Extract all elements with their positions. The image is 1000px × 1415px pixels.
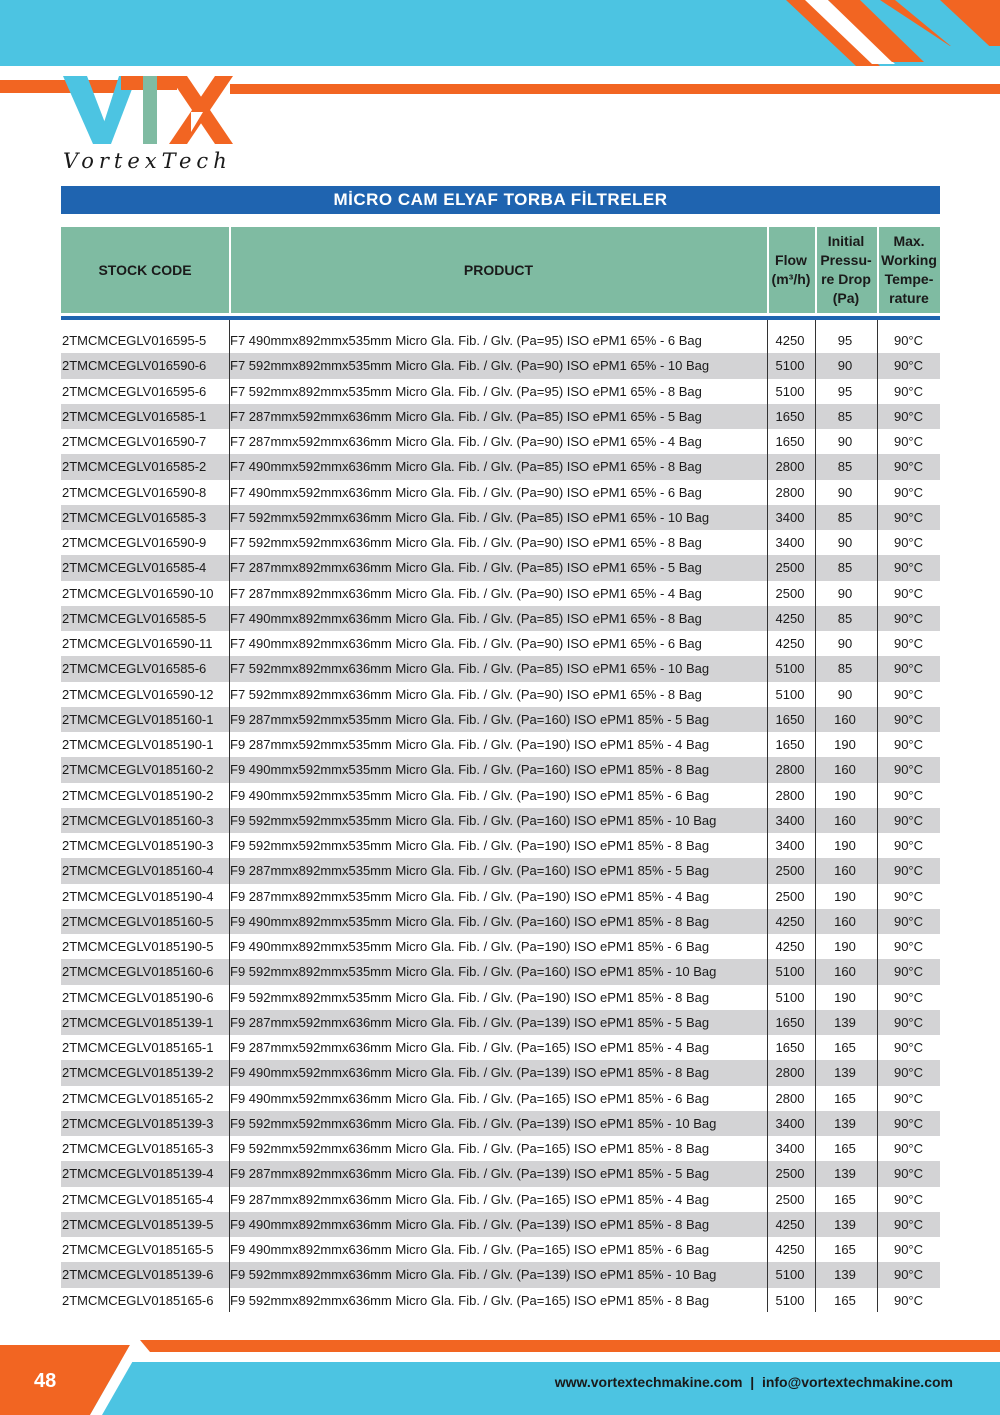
cell-stock-code: 2TMCMCEGLV0185190-2 xyxy=(62,787,214,803)
table-row xyxy=(61,328,940,353)
cell-pressure: 139 xyxy=(834,1166,856,1182)
cell-flow: 2800 xyxy=(775,1065,805,1081)
cell-pressure: 139 xyxy=(834,1115,856,1131)
table-row xyxy=(61,985,940,1010)
cell-flow: 3400 xyxy=(775,1115,805,1131)
cell-product: F9 287mmx892mmx636mm Micro Gla. Fib. / Glv. (Pa=139) ISO ePM1 85% - 5 Bag xyxy=(230,1166,710,1182)
cell-temperature: 90°C xyxy=(893,484,924,500)
table-row xyxy=(61,379,940,404)
cell-product: F7 287mmx592mmx636mm Micro Gla. Fib. / Glv. (Pa=85) ISO ePM1 65% - 5 Bag xyxy=(230,408,702,424)
cell-pressure: 160 xyxy=(834,711,856,727)
cell-product: F9 287mmx892mmx535mm Micro Gla. Fib. / Glv. (Pa=160) ISO ePM1 85% - 5 Bag xyxy=(230,863,710,879)
cell-flow: 4250 xyxy=(775,636,805,651)
cell-temperature: 90°C xyxy=(893,737,924,752)
table-row xyxy=(61,1060,940,1085)
table-row xyxy=(61,454,940,479)
cell-pressure: 190 xyxy=(834,787,856,803)
cell-flow: 2500 xyxy=(775,888,805,904)
cell-temperature: 90°C xyxy=(893,333,924,348)
cell-stock-code: 2TMCMCEGLV016585-6 xyxy=(62,661,207,677)
cell-product: F9 490mmx892mmx636mm Micro Gla. Fib. / Glv. (Pa=139) ISO ePM1 85% - 8 Bag xyxy=(230,1216,710,1232)
cell-pressure: 95 xyxy=(837,333,853,348)
cell-flow: 4250 xyxy=(775,333,805,348)
cell-stock-code: 2TMCMCEGLV0185165-1 xyxy=(62,1040,214,1055)
cell-flow: 3400 xyxy=(775,1141,805,1156)
cell-product: F7 490mmx592mmx636mm Micro Gla. Fib. / Glv. (Pa=85) ISO ePM1 65% - 8 Bag xyxy=(230,459,702,475)
table-row xyxy=(61,505,940,530)
cell-temperature: 90°C xyxy=(893,459,924,475)
cell-stock-code: 2TMCMCEGLV0185165-5 xyxy=(62,1242,214,1257)
header-underline xyxy=(61,316,940,320)
cell-temperature: 90°C xyxy=(893,1014,924,1030)
cell-product: F9 287mmx592mmx636mm Micro Gla. Fib. / Glv. (Pa=165) ISO ePM1 85% - 4 Bag xyxy=(230,1040,710,1055)
cell-pressure: 160 xyxy=(834,812,856,828)
header-flow-line: (m³/h) xyxy=(771,271,811,287)
table-row xyxy=(61,429,940,454)
cell-temperature: 90°C xyxy=(893,383,924,399)
cell-pressure: 139 xyxy=(834,1014,856,1030)
table-row xyxy=(61,1212,940,1237)
cell-product: F9 592mmx892mmx535mm Micro Gla. Fib. / Glv. (Pa=190) ISO ePM1 85% - 8 Bag xyxy=(230,989,710,1005)
cell-product: F9 490mmx592mmx535mm Micro Gla. Fib. / Glv. (Pa=160) ISO ePM1 85% - 8 Bag xyxy=(230,762,710,778)
table-header xyxy=(61,227,940,313)
cell-product: F9 490mmx592mmx636mm Micro Gla. Fib. / Glv. (Pa=139) ISO ePM1 85% - 8 Bag xyxy=(230,1065,710,1081)
vtx-logo-icon xyxy=(63,72,243,150)
table-row xyxy=(61,1010,940,1035)
cell-flow: 3400 xyxy=(775,535,805,550)
cell-stock-code: 2TMCMCEGLV016590-10 xyxy=(62,585,214,601)
cell-stock-code: 2TMCMCEGLV0185190-5 xyxy=(62,939,214,954)
cell-stock-code: 2TMCMCEGLV0185165-3 xyxy=(62,1141,214,1156)
cell-temperature: 90°C xyxy=(893,762,924,778)
cell-flow: 5100 xyxy=(775,661,805,677)
cell-flow: 2500 xyxy=(775,1191,805,1207)
cell-pressure: 85 xyxy=(837,408,853,424)
cell-flow: 1650 xyxy=(775,1040,805,1055)
cell-temperature: 90°C xyxy=(893,1267,924,1283)
cell-flow: 2800 xyxy=(775,484,805,500)
cell-product: F7 592mmx892mmx535mm Micro Gla. Fib. / Glv. (Pa=90) ISO ePM1 65% - 10 Bag xyxy=(230,358,710,374)
cell-product: F9 592mmx892mmx636mm Micro Gla. Fib. / Glv. (Pa=165) ISO ePM1 85% - 8 Bag xyxy=(230,1292,710,1308)
cell-product: F7 592mmx892mmx636mm Micro Gla. Fib. / Glv. (Pa=85) ISO ePM1 65% - 10 Bag xyxy=(230,661,710,677)
cell-pressure: 190 xyxy=(834,939,856,954)
cell-stock-code: 2TMCMCEGLV0185160-1 xyxy=(62,711,214,727)
column-divider xyxy=(229,320,230,1312)
cell-stock-code: 2TMCMCEGLV016585-1 xyxy=(62,408,207,424)
cell-pressure: 90 xyxy=(837,585,853,601)
cell-temperature: 90°C xyxy=(893,1141,924,1156)
cell-flow: 5100 xyxy=(775,989,805,1005)
cell-product: F7 287mmx892mmx636mm Micro Gla. Fib. / Glv. (Pa=90) ISO ePM1 65% - 4 Bag xyxy=(230,585,702,601)
cell-stock-code: 2TMCMCEGLV0185190-1 xyxy=(62,737,214,752)
cell-temperature: 90°C xyxy=(893,838,924,853)
cell-stock-code: 2TMCMCEGLV0185190-6 xyxy=(62,989,214,1005)
cell-temperature: 90°C xyxy=(893,509,924,525)
column-divider xyxy=(767,320,768,1312)
table-row xyxy=(61,1035,940,1060)
table-row xyxy=(61,606,940,631)
header-stock-code: STOCK CODE xyxy=(98,261,192,278)
cell-temperature: 90°C xyxy=(893,1191,924,1207)
cell-pressure: 160 xyxy=(834,762,856,778)
cell-product: F7 592mmx892mmx535mm Micro Gla. Fib. / Glv. (Pa=95) ISO ePM1 65% - 8 Bag xyxy=(230,383,702,399)
cell-temperature: 90°C xyxy=(893,1090,924,1106)
cell-pressure: 165 xyxy=(834,1242,856,1257)
cell-pressure: 165 xyxy=(834,1040,856,1055)
cell-flow: 1650 xyxy=(775,711,805,727)
cell-flow: 4250 xyxy=(775,1216,805,1232)
cell-pressure: 165 xyxy=(834,1090,856,1106)
cell-pressure: 85 xyxy=(837,661,853,677)
cell-temperature: 90°C xyxy=(893,964,924,980)
cell-product: F7 592mmx892mmx636mm Micro Gla. Fib. / Glv. (Pa=90) ISO ePM1 65% - 8 Bag xyxy=(230,686,702,702)
cell-flow: 3400 xyxy=(775,812,805,828)
header-pressure-line: Initial xyxy=(827,233,865,249)
cell-pressure: 190 xyxy=(834,888,856,904)
cell-product: F9 490mmx592mmx636mm Micro Gla. Fib. / Glv. (Pa=165) ISO ePM1 85% - 6 Bag xyxy=(230,1090,710,1106)
table-row xyxy=(61,909,940,934)
cell-stock-code: 2TMCMCEGLV016590-12 xyxy=(62,686,214,702)
table-row xyxy=(61,631,940,656)
cell-product: F9 592mmx592mmx636mm Micro Gla. Fib. / Glv. (Pa=139) ISO ePM1 85% - 10 Bag xyxy=(230,1115,717,1131)
header-temp-line: Max. xyxy=(893,233,925,249)
cell-temperature: 90°C xyxy=(893,989,924,1005)
cell-product: F7 592mmx592mmx636mm Micro Gla. Fib. / Glv. (Pa=90) ISO ePM1 65% - 8 Bag xyxy=(230,535,702,550)
header-pressure-line: re Drop xyxy=(821,271,871,287)
cell-flow: 2800 xyxy=(775,459,805,475)
cell-flow: 4250 xyxy=(775,610,805,626)
table-row xyxy=(61,480,940,505)
cell-flow: 5100 xyxy=(775,686,805,702)
cell-temperature: 90°C xyxy=(893,1115,924,1131)
cell-product: F9 490mmx892mmx535mm Micro Gla. Fib. / Glv. (Pa=190) ISO ePM1 85% - 6 Bag xyxy=(230,939,710,954)
cell-stock-code: 2TMCMCEGLV0185190-4 xyxy=(62,888,214,904)
cell-flow: 2500 xyxy=(775,560,805,576)
cell-pressure: 190 xyxy=(834,989,856,1005)
table-row xyxy=(61,1237,940,1262)
cell-stock-code: 2TMCMCEGLV0185139-5 xyxy=(62,1216,214,1232)
page-title: MİCRO CAM ELYAF TORBA FİLTRELER xyxy=(61,186,940,214)
cell-temperature: 90°C xyxy=(893,686,924,702)
cell-flow: 2800 xyxy=(775,787,805,803)
header-temperature xyxy=(878,227,940,313)
cell-stock-code: 2TMCMCEGLV016585-4 xyxy=(62,560,207,576)
table-row xyxy=(61,1136,940,1161)
cell-pressure: 85 xyxy=(837,459,853,475)
cell-product: F7 287mmx892mmx636mm Micro Gla. Fib. / Glv. (Pa=85) ISO ePM1 65% - 5 Bag xyxy=(230,560,702,576)
cell-pressure: 139 xyxy=(834,1065,856,1081)
cell-pressure: 165 xyxy=(834,1141,856,1156)
table-row xyxy=(61,555,940,580)
header-pressure-line: Pressu- xyxy=(820,252,872,268)
column-divider xyxy=(815,320,816,1312)
cell-stock-code: 2TMCMCEGLV016585-2 xyxy=(62,459,207,475)
cell-stock-code: 2TMCMCEGLV0185139-4 xyxy=(62,1166,214,1182)
cell-stock-code: 2TMCMCEGLV016590-6 xyxy=(62,358,207,374)
cell-stock-code: 2TMCMCEGLV016595-6 xyxy=(62,383,207,399)
cell-temperature: 90°C xyxy=(893,358,924,374)
cell-product: F9 592mmx592mmx636mm Micro Gla. Fib. / Glv. (Pa=165) ISO ePM1 85% - 8 Bag xyxy=(230,1141,710,1156)
cell-temperature: 90°C xyxy=(893,1242,924,1257)
cell-flow: 5100 xyxy=(775,1292,805,1308)
cell-pressure: 90 xyxy=(837,535,853,550)
cell-pressure: 90 xyxy=(837,686,853,702)
header-temp-line: Working xyxy=(881,252,937,268)
cell-flow: 1650 xyxy=(775,434,805,449)
cell-temperature: 90°C xyxy=(893,636,924,651)
cell-product: F7 592mmx592mmx636mm Micro Gla. Fib. / Glv. (Pa=85) ISO ePM1 65% - 10 Bag xyxy=(230,509,710,525)
cell-flow: 5100 xyxy=(775,964,805,980)
cell-temperature: 90°C xyxy=(893,1166,924,1182)
cell-product: F9 592mmx592mmx535mm Micro Gla. Fib. / Glv. (Pa=160) ISO ePM1 85% - 10 Bag xyxy=(230,812,717,828)
cell-product: F9 287mmx592mmx535mm Micro Gla. Fib. / Glv. (Pa=160) ISO ePM1 85% - 5 Bag xyxy=(230,711,710,727)
cell-flow: 2800 xyxy=(775,1090,805,1106)
cell-product: F7 490mmx892mmx636mm Micro Gla. Fib. / Glv. (Pa=90) ISO ePM1 65% - 6 Bag xyxy=(230,636,702,651)
cell-stock-code: 2TMCMCEGLV016585-3 xyxy=(62,509,207,525)
cell-pressure: 85 xyxy=(837,509,853,525)
table-row xyxy=(61,783,940,808)
cell-product: F7 490mmx892mmx535mm Micro Gla. Fib. / Glv. (Pa=95) ISO ePM1 65% - 6 Bag xyxy=(230,333,702,348)
cell-pressure: 85 xyxy=(837,560,853,576)
cell-pressure: 139 xyxy=(834,1216,856,1232)
cell-pressure: 160 xyxy=(834,964,856,980)
table-row xyxy=(61,656,940,681)
cell-temperature: 90°C xyxy=(893,913,924,929)
cell-product: F9 287mmx592mmx535mm Micro Gla. Fib. / Glv. (Pa=190) ISO ePM1 85% - 4 Bag xyxy=(230,737,710,752)
cell-pressure: 190 xyxy=(834,838,856,853)
table-row xyxy=(61,732,940,757)
cell-temperature: 90°C xyxy=(893,1216,924,1232)
table-row xyxy=(61,1161,940,1186)
table-row xyxy=(61,530,940,555)
cell-temperature: 90°C xyxy=(893,1040,924,1055)
cell-temperature: 90°C xyxy=(893,661,924,677)
cell-flow: 4250 xyxy=(775,1242,805,1257)
cell-pressure: 165 xyxy=(834,1292,856,1308)
cell-pressure: 85 xyxy=(837,610,853,626)
header-divider xyxy=(767,227,769,313)
table-row xyxy=(61,1187,940,1212)
cell-temperature: 90°C xyxy=(893,863,924,879)
table-row xyxy=(61,1288,940,1313)
table-row xyxy=(61,1111,940,1136)
cell-pressure: 90 xyxy=(837,434,853,449)
cell-flow: 5100 xyxy=(775,358,805,374)
cell-stock-code: 2TMCMCEGLV0185165-6 xyxy=(62,1292,214,1308)
cell-product: F9 592mmx892mmx636mm Micro Gla. Fib. / Glv. (Pa=139) ISO ePM1 85% - 10 Bag xyxy=(230,1267,717,1283)
cell-product: F9 490mmx892mmx636mm Micro Gla. Fib. / Glv. (Pa=165) ISO ePM1 85% - 6 Bag xyxy=(230,1242,710,1257)
header-temp-line: Tempe- xyxy=(884,271,934,287)
table-row xyxy=(61,682,940,707)
cell-pressure: 90 xyxy=(837,358,853,374)
cell-stock-code: 2TMCMCEGLV016590-7 xyxy=(62,434,207,449)
cell-stock-code: 2TMCMCEGLV0185160-5 xyxy=(62,913,214,929)
cell-temperature: 90°C xyxy=(893,939,924,954)
cell-temperature: 90°C xyxy=(893,408,924,424)
table-row xyxy=(61,858,940,883)
cell-product: F9 592mmx892mmx535mm Micro Gla. Fib. / Glv. (Pa=160) ISO ePM1 85% - 10 Bag xyxy=(230,964,717,980)
cell-product: F7 287mmx592mmx636mm Micro Gla. Fib. / Glv. (Pa=90) ISO ePM1 65% - 4 Bag xyxy=(230,434,702,449)
cell-temperature: 90°C xyxy=(893,1292,924,1308)
cell-stock-code: 2TMCMCEGLV016585-5 xyxy=(62,610,207,626)
cell-product: F9 287mmx892mmx636mm Micro Gla. Fib. / Glv. (Pa=165) ISO ePM1 85% - 4 Bag xyxy=(230,1191,710,1207)
cell-temperature: 90°C xyxy=(893,787,924,803)
table-row xyxy=(61,581,940,606)
cell-temperature: 90°C xyxy=(893,560,924,576)
table-row xyxy=(61,1262,940,1287)
cell-product: F9 287mmx592mmx636mm Micro Gla. Fib. / Glv. (Pa=139) ISO ePM1 85% - 5 Bag xyxy=(230,1014,710,1030)
cell-product: F7 490mmx592mmx636mm Micro Gla. Fib. / Glv. (Pa=90) ISO ePM1 65% - 6 Bag xyxy=(230,484,702,500)
table-row xyxy=(61,757,940,782)
cell-flow: 2500 xyxy=(775,1166,805,1182)
header-divider xyxy=(877,227,879,313)
cell-stock-code: 2TMCMCEGLV0185165-2 xyxy=(62,1090,214,1106)
header-flow xyxy=(768,227,814,313)
product-table xyxy=(61,328,940,1313)
cell-stock-code: 2TMCMCEGLV0185160-2 xyxy=(62,762,214,778)
table-row xyxy=(61,353,940,378)
cell-stock-code: 2TMCMCEGLV0185165-4 xyxy=(62,1191,214,1207)
table-row xyxy=(61,1086,940,1111)
cell-stock-code: 2TMCMCEGLV016590-11 xyxy=(62,636,213,651)
cell-temperature: 90°C xyxy=(893,812,924,828)
cell-stock-code: 2TMCMCEGLV0185160-4 xyxy=(62,863,214,879)
cell-pressure: 160 xyxy=(834,913,856,929)
cell-temperature: 90°C xyxy=(893,585,924,601)
cell-flow: 5100 xyxy=(775,383,805,399)
cell-stock-code: 2TMCMCEGLV016590-9 xyxy=(62,535,207,550)
cell-pressure: 90 xyxy=(837,636,853,651)
cell-flow: 5100 xyxy=(775,1267,805,1283)
cell-pressure: 90 xyxy=(837,484,853,500)
header-product: PRODUCT xyxy=(463,261,534,278)
header-divider xyxy=(815,227,817,313)
cell-pressure: 190 xyxy=(834,737,856,752)
table-row xyxy=(61,959,940,984)
table-row xyxy=(61,934,940,959)
cell-flow: 2800 xyxy=(775,762,805,778)
cell-stock-code: 2TMCMCEGLV0185139-3 xyxy=(62,1115,214,1131)
header-flow-line: Flow xyxy=(775,252,807,268)
cell-flow: 2500 xyxy=(775,863,805,879)
cell-flow: 1650 xyxy=(775,737,805,752)
cell-stock-code: 2TMCMCEGLV0185160-6 xyxy=(62,964,214,980)
cell-temperature: 90°C xyxy=(893,610,924,626)
cell-product: F9 592mmx592mmx535mm Micro Gla. Fib. / Glv. (Pa=190) ISO ePM1 85% - 8 Bag xyxy=(230,838,710,853)
page-number: 48 xyxy=(34,1370,57,1392)
cell-flow: 3400 xyxy=(775,838,805,853)
cell-temperature: 90°C xyxy=(893,1065,924,1081)
cell-pressure: 160 xyxy=(834,863,856,879)
table-row xyxy=(61,404,940,429)
cell-flow: 2500 xyxy=(775,585,805,601)
cell-stock-code: 2TMCMCEGLV0185139-6 xyxy=(62,1267,214,1283)
table-row xyxy=(61,833,940,858)
cell-flow: 1650 xyxy=(775,1014,805,1030)
cell-temperature: 90°C xyxy=(893,434,924,449)
cell-stock-code: 2TMCMCEGLV0185139-1 xyxy=(62,1014,214,1030)
cell-flow: 3400 xyxy=(775,509,805,525)
cell-product: F9 490mmx592mmx535mm Micro Gla. Fib. / Glv. (Pa=190) ISO ePM1 85% - 6 Bag xyxy=(230,787,710,803)
cell-stock-code: 2TMCMCEGLV0185160-3 xyxy=(62,812,214,828)
table-row xyxy=(61,707,940,732)
cell-pressure: 165 xyxy=(834,1191,856,1207)
header-temp-line: rature xyxy=(889,290,929,306)
cell-stock-code: 2TMCMCEGLV016595-5 xyxy=(62,333,207,348)
table-row xyxy=(61,884,940,909)
cell-stock-code: 2TMCMCEGLV0185190-3 xyxy=(62,838,214,853)
cell-product: F9 490mmx892mmx535mm Micro Gla. Fib. / Glv. (Pa=160) ISO ePM1 85% - 8 Bag xyxy=(230,913,710,929)
cell-pressure: 95 xyxy=(837,383,853,399)
table-row xyxy=(61,808,940,833)
cell-product: F9 287mmx892mmx535mm Micro Gla. Fib. / Glv. (Pa=190) ISO ePM1 85% - 4 Bag xyxy=(230,888,710,904)
cell-product: F7 490mmx892mmx636mm Micro Gla. Fib. / Glv. (Pa=85) ISO ePM1 65% - 8 Bag xyxy=(230,610,702,626)
cell-flow: 4250 xyxy=(775,913,805,929)
column-divider xyxy=(877,320,878,1312)
cell-temperature: 90°C xyxy=(893,535,924,550)
logo xyxy=(63,72,243,150)
cell-temperature: 90°C xyxy=(893,711,924,727)
cell-flow: 1650 xyxy=(775,408,805,424)
header-pressure-line: (Pa) xyxy=(832,290,860,306)
cell-temperature: 90°C xyxy=(893,888,924,904)
cell-flow: 4250 xyxy=(775,939,805,954)
cell-stock-code: 2TMCMCEGLV0185139-2 xyxy=(62,1065,214,1081)
header-divider xyxy=(229,227,231,313)
cell-pressure: 139 xyxy=(834,1267,856,1283)
header-pressure xyxy=(816,227,876,313)
cell-stock-code: 2TMCMCEGLV016590-8 xyxy=(62,484,207,500)
contact-info: www.vortextechmakine.com | info@vortextechmakine.com xyxy=(554,1374,953,1390)
logo-subtitle: VortexTech xyxy=(63,149,232,173)
